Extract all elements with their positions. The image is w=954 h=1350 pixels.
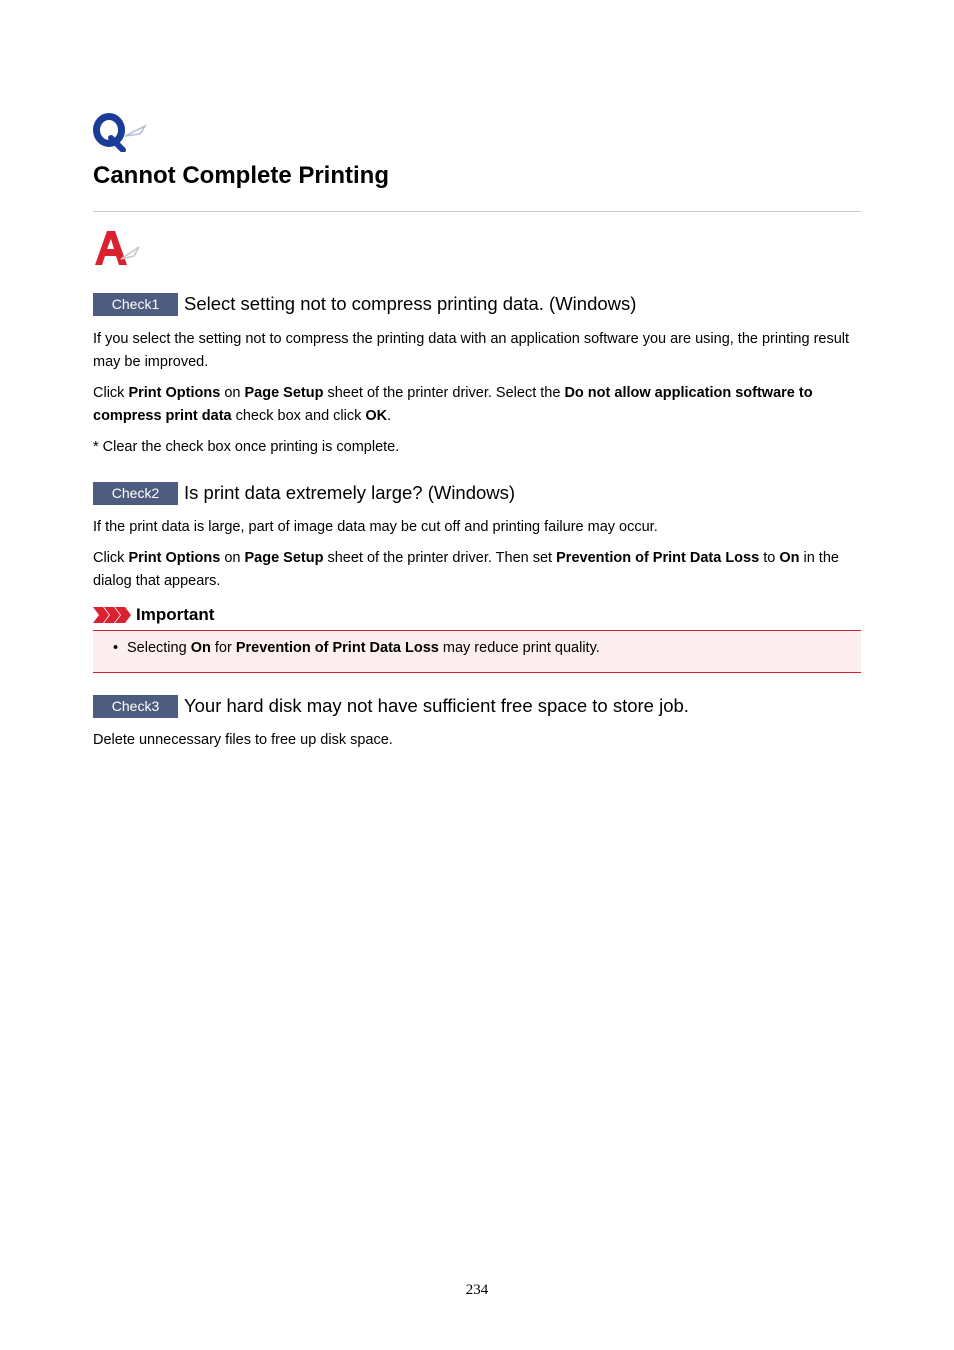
text-run: on — [220, 385, 245, 401]
page-number: 234 — [465, 1282, 489, 1298]
check2-title: Is print data extremely large? (Windows) — [184, 482, 516, 503]
check1-header — [93, 292, 636, 316]
bold-run: Page Setup — [244, 385, 324, 401]
bold-run: Prevention of Print Data Loss — [235, 640, 439, 656]
important-arrows-icon — [93, 607, 131, 623]
text-run: Click — [93, 550, 129, 566]
check1-badge: Check1 — [93, 293, 178, 316]
bullet: • — [113, 640, 119, 656]
check3-title: Your hard disk may not have sufficient free space to store job. — [184, 695, 689, 716]
check2-paragraph-2 — [93, 547, 861, 593]
check1-note: * Clear the check box once printing is complete. — [93, 439, 400, 455]
text-run: sheet of the printer driver. Select the — [323, 385, 565, 401]
q-icon — [93, 112, 149, 152]
text-run: in the dialog that appears. — [93, 550, 839, 589]
bold-run: Do not allow application software to compress print data — [93, 385, 813, 424]
bold-run: Print Options — [128, 550, 221, 566]
text-run: . — [387, 408, 392, 424]
check2-badge: Check2 — [93, 482, 178, 505]
check1-paragraph-1: If you select the setting not to compress the printing data with an application software you are using, the printing result may be improved. — [93, 331, 850, 370]
bold-run: On — [779, 550, 800, 566]
check3-header — [93, 694, 689, 718]
page-title: Cannot Complete Printing — [93, 162, 389, 189]
important-list-item — [113, 637, 600, 659]
title-divider — [93, 211, 861, 212]
text-run: for — [210, 640, 236, 656]
important-label: Important — [136, 605, 215, 624]
text-run: Selecting — [127, 640, 191, 656]
text-run: check box and click — [231, 408, 366, 424]
a-icon — [93, 229, 143, 267]
bold-run: On — [190, 640, 211, 656]
bold-run: OK — [365, 408, 388, 424]
bold-run: Page Setup — [244, 550, 324, 566]
important-box — [93, 630, 861, 673]
check3-paragraph-1: Delete unnecessary files to free up disk space. — [93, 732, 393, 748]
text-run: may reduce print quality. — [438, 640, 600, 656]
text-run: sheet of the printer driver. Then set — [323, 550, 557, 566]
text-run: to — [759, 550, 780, 566]
important-header — [93, 604, 214, 626]
check2-header — [93, 481, 515, 505]
text-run: Click — [93, 385, 129, 401]
check1-paragraph-2 — [93, 382, 861, 428]
check2-paragraph-1: If the print data is large, part of image data may be cut off and printing failure may occur. — [93, 519, 658, 535]
check1-title: Select setting not to compress printing data. (Windows) — [184, 293, 637, 314]
bold-run: Print Options — [128, 385, 221, 401]
text-run: on — [220, 550, 245, 566]
check3-badge: Check3 — [93, 695, 178, 718]
bold-run: Prevention of Print Data Loss — [556, 550, 760, 566]
